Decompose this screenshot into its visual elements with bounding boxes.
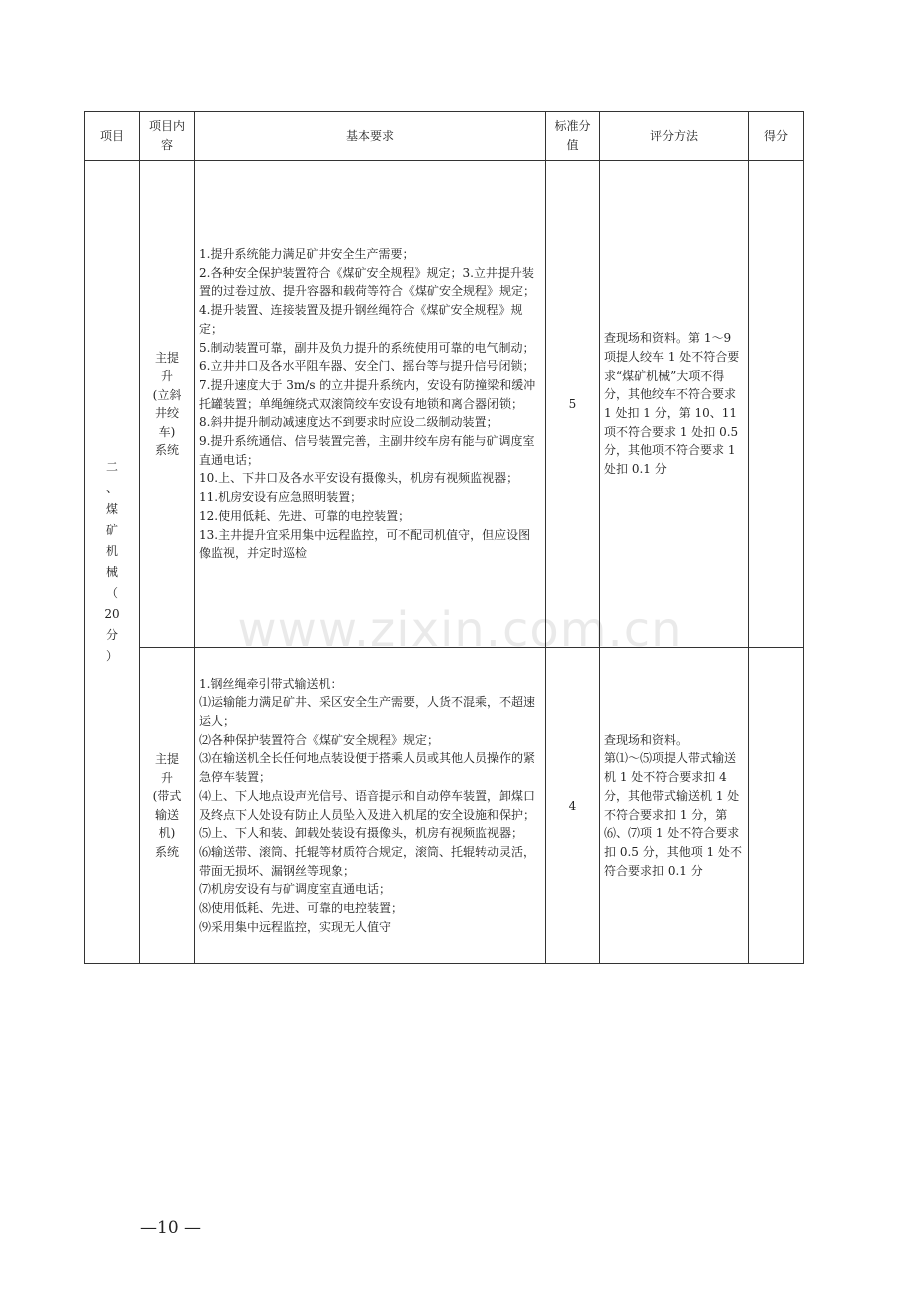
- requirement-item: 10.上、下井口及各水平安设有摄像头，机房有视频监视器；: [199, 471, 519, 486]
- requirement-item: 9.提升系统通信、信号装置完善，主副井绞车房有能与矿调度室直通电话；: [199, 434, 535, 467]
- header-row: [85, 112, 804, 161]
- requirement-item: ⑸上、下人和装、卸载处装设有摄像头，机房有视频监视器；: [199, 826, 524, 841]
- category-line: (立斜: [152, 387, 182, 402]
- section-char: 机: [105, 544, 118, 558]
- requirements-cell: [195, 648, 546, 964]
- requirement-item: 5.制动装置可靠，副井及负力提升的系统使用可靠的电气制动；: [199, 340, 535, 355]
- header-content: 项目内容: [140, 112, 195, 161]
- score-cell: [749, 161, 804, 648]
- category-line: 输送: [154, 807, 179, 822]
- category-line: 升: [160, 770, 173, 785]
- standard-score-cell: 4: [546, 648, 600, 964]
- requirement-item: 1.提升系统能力满足矿井安全生产需要；: [199, 247, 415, 262]
- requirement-item: ⑷上、下人地点设声光信号、语音提示和自动停车装置，卸煤口及终点下人处设有防止人员坠入及进入机尾的安全设施和保护；: [199, 788, 536, 822]
- section-char: 矿: [105, 523, 118, 537]
- header-method: 评分方法: [600, 112, 749, 161]
- requirement-item: ⑺机房安设有与矿调度室直通电话；: [199, 882, 392, 897]
- scoring-method-cell: 查现场和资料。第 1～9 项提人绞车 1 处不符合要求“煤矿机械”大项不得分，其他绞车不符合要求 1 处扣 1 分，第 10、11 项不符合要求 1 处扣 0.5 分，其他项不符合要求 1 处扣 0.1 分: [600, 161, 749, 648]
- category-line: 主提: [154, 350, 179, 365]
- requirement-item: ⑵各种保护装置符合《煤矿安全规程》规定；: [199, 732, 440, 747]
- section-char: ）: [105, 649, 118, 663]
- table-row: [85, 161, 804, 648]
- requirement-item: ⑶在输送机全长任何地点装设便于搭乘人员或其他人员操作的紧急停车装置；: [199, 751, 536, 785]
- category-line: 系统: [154, 844, 179, 859]
- standard-score-cell: 5: [546, 161, 600, 648]
- category-line: 机): [158, 826, 176, 840]
- section-char: （: [105, 586, 118, 600]
- category-line: (带式: [152, 789, 182, 803]
- scoring-method-cell: [600, 648, 749, 964]
- header-requirements: 基本要求: [195, 112, 546, 161]
- score-cell: [749, 648, 804, 964]
- page-number: —10 —: [140, 1218, 202, 1238]
- requirement-item: 2.各种安全保护装置符合《煤矿安全规程》规定；3.立井提升装置的过卷过放、提升容器和载荷等符合《煤矿安全规程》规定；: [199, 265, 536, 299]
- section-cell: [85, 161, 140, 964]
- method-line: 查现场和资料。: [604, 732, 689, 747]
- category-cell: [140, 648, 195, 964]
- scoring-table: [84, 111, 804, 964]
- section-char: 械: [105, 565, 118, 579]
- requirement-item: ⑹输送带、滚筒、托辊等材质符合规定，滚筒、托辊转动灵活，带面无损坏、漏钢丝等现象；: [199, 844, 536, 878]
- requirement-item: 8.斜井提升制动减速度达不到要求时应设二级制动装置；: [199, 415, 499, 430]
- requirement-item: 12.使用低耗、先进、可靠的电控装置；: [199, 508, 411, 523]
- requirement-item: 4.提升装置、连接装置及提升钢丝绳符合《煤矿安全规程》规定；: [199, 303, 523, 336]
- category-line: 主提: [154, 752, 179, 766]
- header-standard: 标准分值: [546, 112, 600, 161]
- requirement-item: 13.主井提升宜采用集中远程监控，可不配司机值守，但应设图像监视，并定时巡检: [199, 527, 531, 561]
- section-char: 二: [105, 460, 118, 474]
- requirement-item: 11.机房安设有应急照明装置；: [199, 490, 363, 505]
- requirement-item: ⑼采用集中远程监控，实现无人值守: [199, 919, 392, 934]
- category-line: 系统: [154, 443, 179, 457]
- category-line: 车): [158, 424, 176, 439]
- requirement-item: ⑻使用低耗、先进、可靠的电控装置；: [199, 901, 404, 916]
- category-line: 井绞: [154, 406, 179, 420]
- header-score: 得分: [749, 112, 804, 161]
- section-char: 、: [105, 481, 118, 495]
- category-cell: [140, 161, 195, 648]
- header-item: 项目: [85, 112, 140, 161]
- requirement-item: 6.立井井口及各水平阻车器、安全门、摇台等与提升信号闭锁；: [199, 359, 535, 374]
- watermark: www.zixin.com.cn: [237, 602, 683, 658]
- requirements-cell: [195, 161, 546, 648]
- section-char: 煤: [105, 502, 118, 516]
- category-line: 升: [160, 369, 173, 383]
- requirement-item: ⑴运输能力满足矿井、采区安全生产需要，人货不混乘，不超速运人；: [199, 695, 536, 728]
- table-row: [85, 648, 804, 964]
- section-char: 分: [105, 628, 118, 642]
- requirement-item: 7.提升速度大于 3m/s 的立井提升系统内，安设有防撞梁和缓冲托罐装置；单绳缠绕式双滚筒绞车安设有地锁和离合器闭锁；: [199, 377, 536, 411]
- method-line: 第⑴～⑸项提人带式输送机 1 处不符合要求扣 4 分，其他带式输送机 1 处不符合要求扣 1 分，第⑹、⑺项 1 处不符合要求扣 0.5 分，其他项 1 处不符合要求扣 0.1 分: [604, 751, 742, 878]
- section-char: 20: [104, 607, 120, 621]
- requirement-item: 1.钢丝绳牵引带式输送机：: [199, 676, 343, 691]
